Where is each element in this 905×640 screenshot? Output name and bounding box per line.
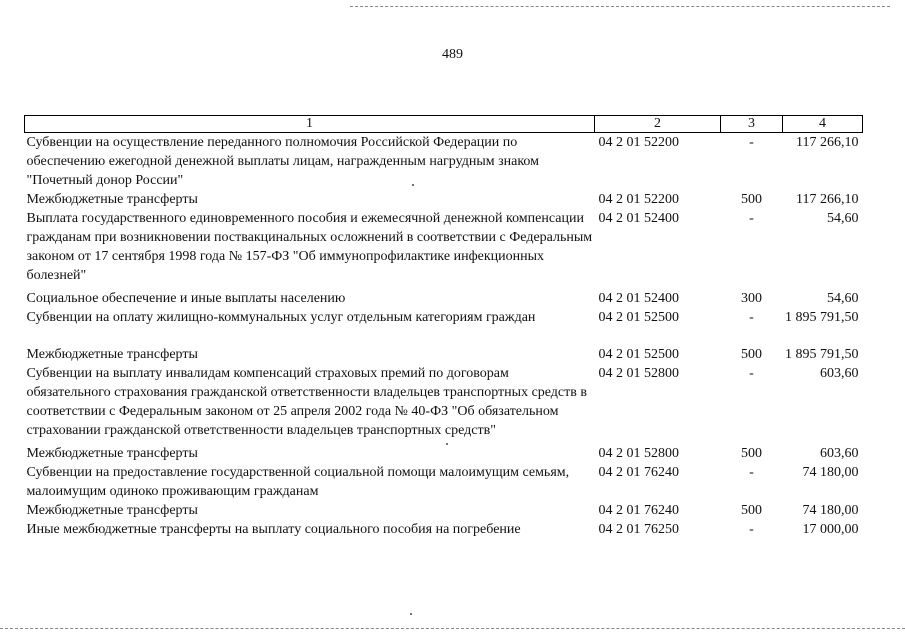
budget-table [24, 115, 863, 539]
row-description: Субвенции на оплату жилищно-коммунальных услуг отдельным категориям граждан [26, 310, 536, 325]
row-amount: 117 266,10 [796, 192, 859, 207]
row-amount: 117 266,10 [796, 135, 859, 150]
row-code: 04 2 01 52800 [598, 446, 679, 461]
table-row [25, 520, 863, 539]
table-row [25, 364, 863, 444]
table-row [25, 133, 863, 191]
row-expense-type: 500 [741, 347, 762, 362]
row-amount: 603,60 [820, 366, 859, 381]
row-code: 04 2 01 52400 [598, 291, 679, 306]
table-header-row [25, 116, 863, 133]
scan-speck [410, 613, 412, 615]
scan-edge-line-bottom [0, 628, 905, 629]
header-col-4: 4 [783, 116, 863, 133]
row-expense-type: 500 [741, 446, 762, 461]
row-expense-type: - [749, 135, 754, 150]
row-amount: 74 180,00 [802, 465, 859, 480]
row-code: 04 2 01 76240 [598, 465, 679, 480]
row-description: Выплата государственного единовременного пособия и ежемесячной денежной компенсации гражданам при возникновении поствакцинальных осложнений в соответствии с Федеральным законом от 17 сентября 1998 года № 157-ФЗ "Об иммунопрофилактике инфекционных болезней" [26, 211, 593, 283]
row-expense-type: - [749, 366, 754, 381]
row-amount: 54,60 [827, 291, 859, 306]
row-code: 04 2 01 52400 [598, 211, 679, 226]
row-expense-type: - [749, 465, 754, 480]
page-number: 489 [442, 47, 463, 62]
row-amount: 1 895 791,50 [785, 347, 859, 362]
row-code: 04 2 01 52500 [598, 347, 679, 362]
header-col-1: 1 [25, 116, 595, 133]
row-expense-type: 500 [741, 503, 762, 518]
row-description: Субвенции на выплату инвалидам компенсаций страховых премий по договорам обязательного страхования гражданской ответственности владельцев транспортных средств в соответствии с Федеральным законом от 25 апреля 2002 года № 40-ФЗ "Об обязательном страховании гражданской ответственности владельцев транспортных средств" [26, 366, 587, 438]
row-expense-type: - [749, 310, 754, 325]
table-row [25, 345, 863, 364]
scan-edge-line-top [350, 6, 890, 7]
row-expense-type: - [749, 211, 754, 226]
row-amount: 603,60 [820, 446, 859, 461]
row-description: Межбюджетные трансферты [26, 192, 198, 207]
row-code: 04 2 01 52200 [598, 192, 679, 207]
row-expense-type: 500 [741, 192, 762, 207]
header-col-2: 2 [595, 116, 721, 133]
row-expense-type: - [749, 522, 754, 537]
row-code: 04 2 01 52500 [598, 310, 679, 325]
table-row [25, 308, 863, 345]
row-description: Межбюджетные трансферты [26, 347, 198, 362]
row-amount: 1 895 791,50 [785, 310, 859, 325]
table-row [25, 463, 863, 501]
row-amount: 17 000,00 [802, 522, 859, 537]
row-description: Межбюджетные трансферты [26, 503, 198, 518]
row-amount: 54,60 [827, 211, 859, 226]
row-code: 04 2 01 52800 [598, 366, 679, 381]
table-row [25, 190, 863, 209]
row-description: Субвенции на осуществление переданного полномочия Российской Федерации по обеспечению ежегодной денежной выплаты лицам, награжденным нагрудным знаком "Почетный донор России" [26, 135, 540, 188]
table-row [25, 444, 863, 463]
row-expense-type: 300 [741, 291, 762, 306]
table-row [25, 289, 863, 308]
row-code: 04 2 01 52200 [598, 135, 679, 150]
row-code: 04 2 01 76240 [598, 503, 679, 518]
table-row [25, 209, 863, 289]
header-col-3: 3 [721, 116, 783, 133]
row-description: Межбюджетные трансферты [26, 446, 198, 461]
row-description: Субвенции на предоставление государственной социальной помощи малоимущим семьям, малоимущим одиноко проживающим гражданам [26, 465, 570, 499]
row-amount: 74 180,00 [802, 503, 859, 518]
row-description: Социальное обеспечение и иные выплаты населению [26, 291, 346, 306]
table-row [25, 501, 863, 520]
row-code: 04 2 01 76250 [598, 522, 679, 537]
row-description: Иные межбюджетные трансферты на выплату социального пособия на погребение [26, 522, 521, 537]
